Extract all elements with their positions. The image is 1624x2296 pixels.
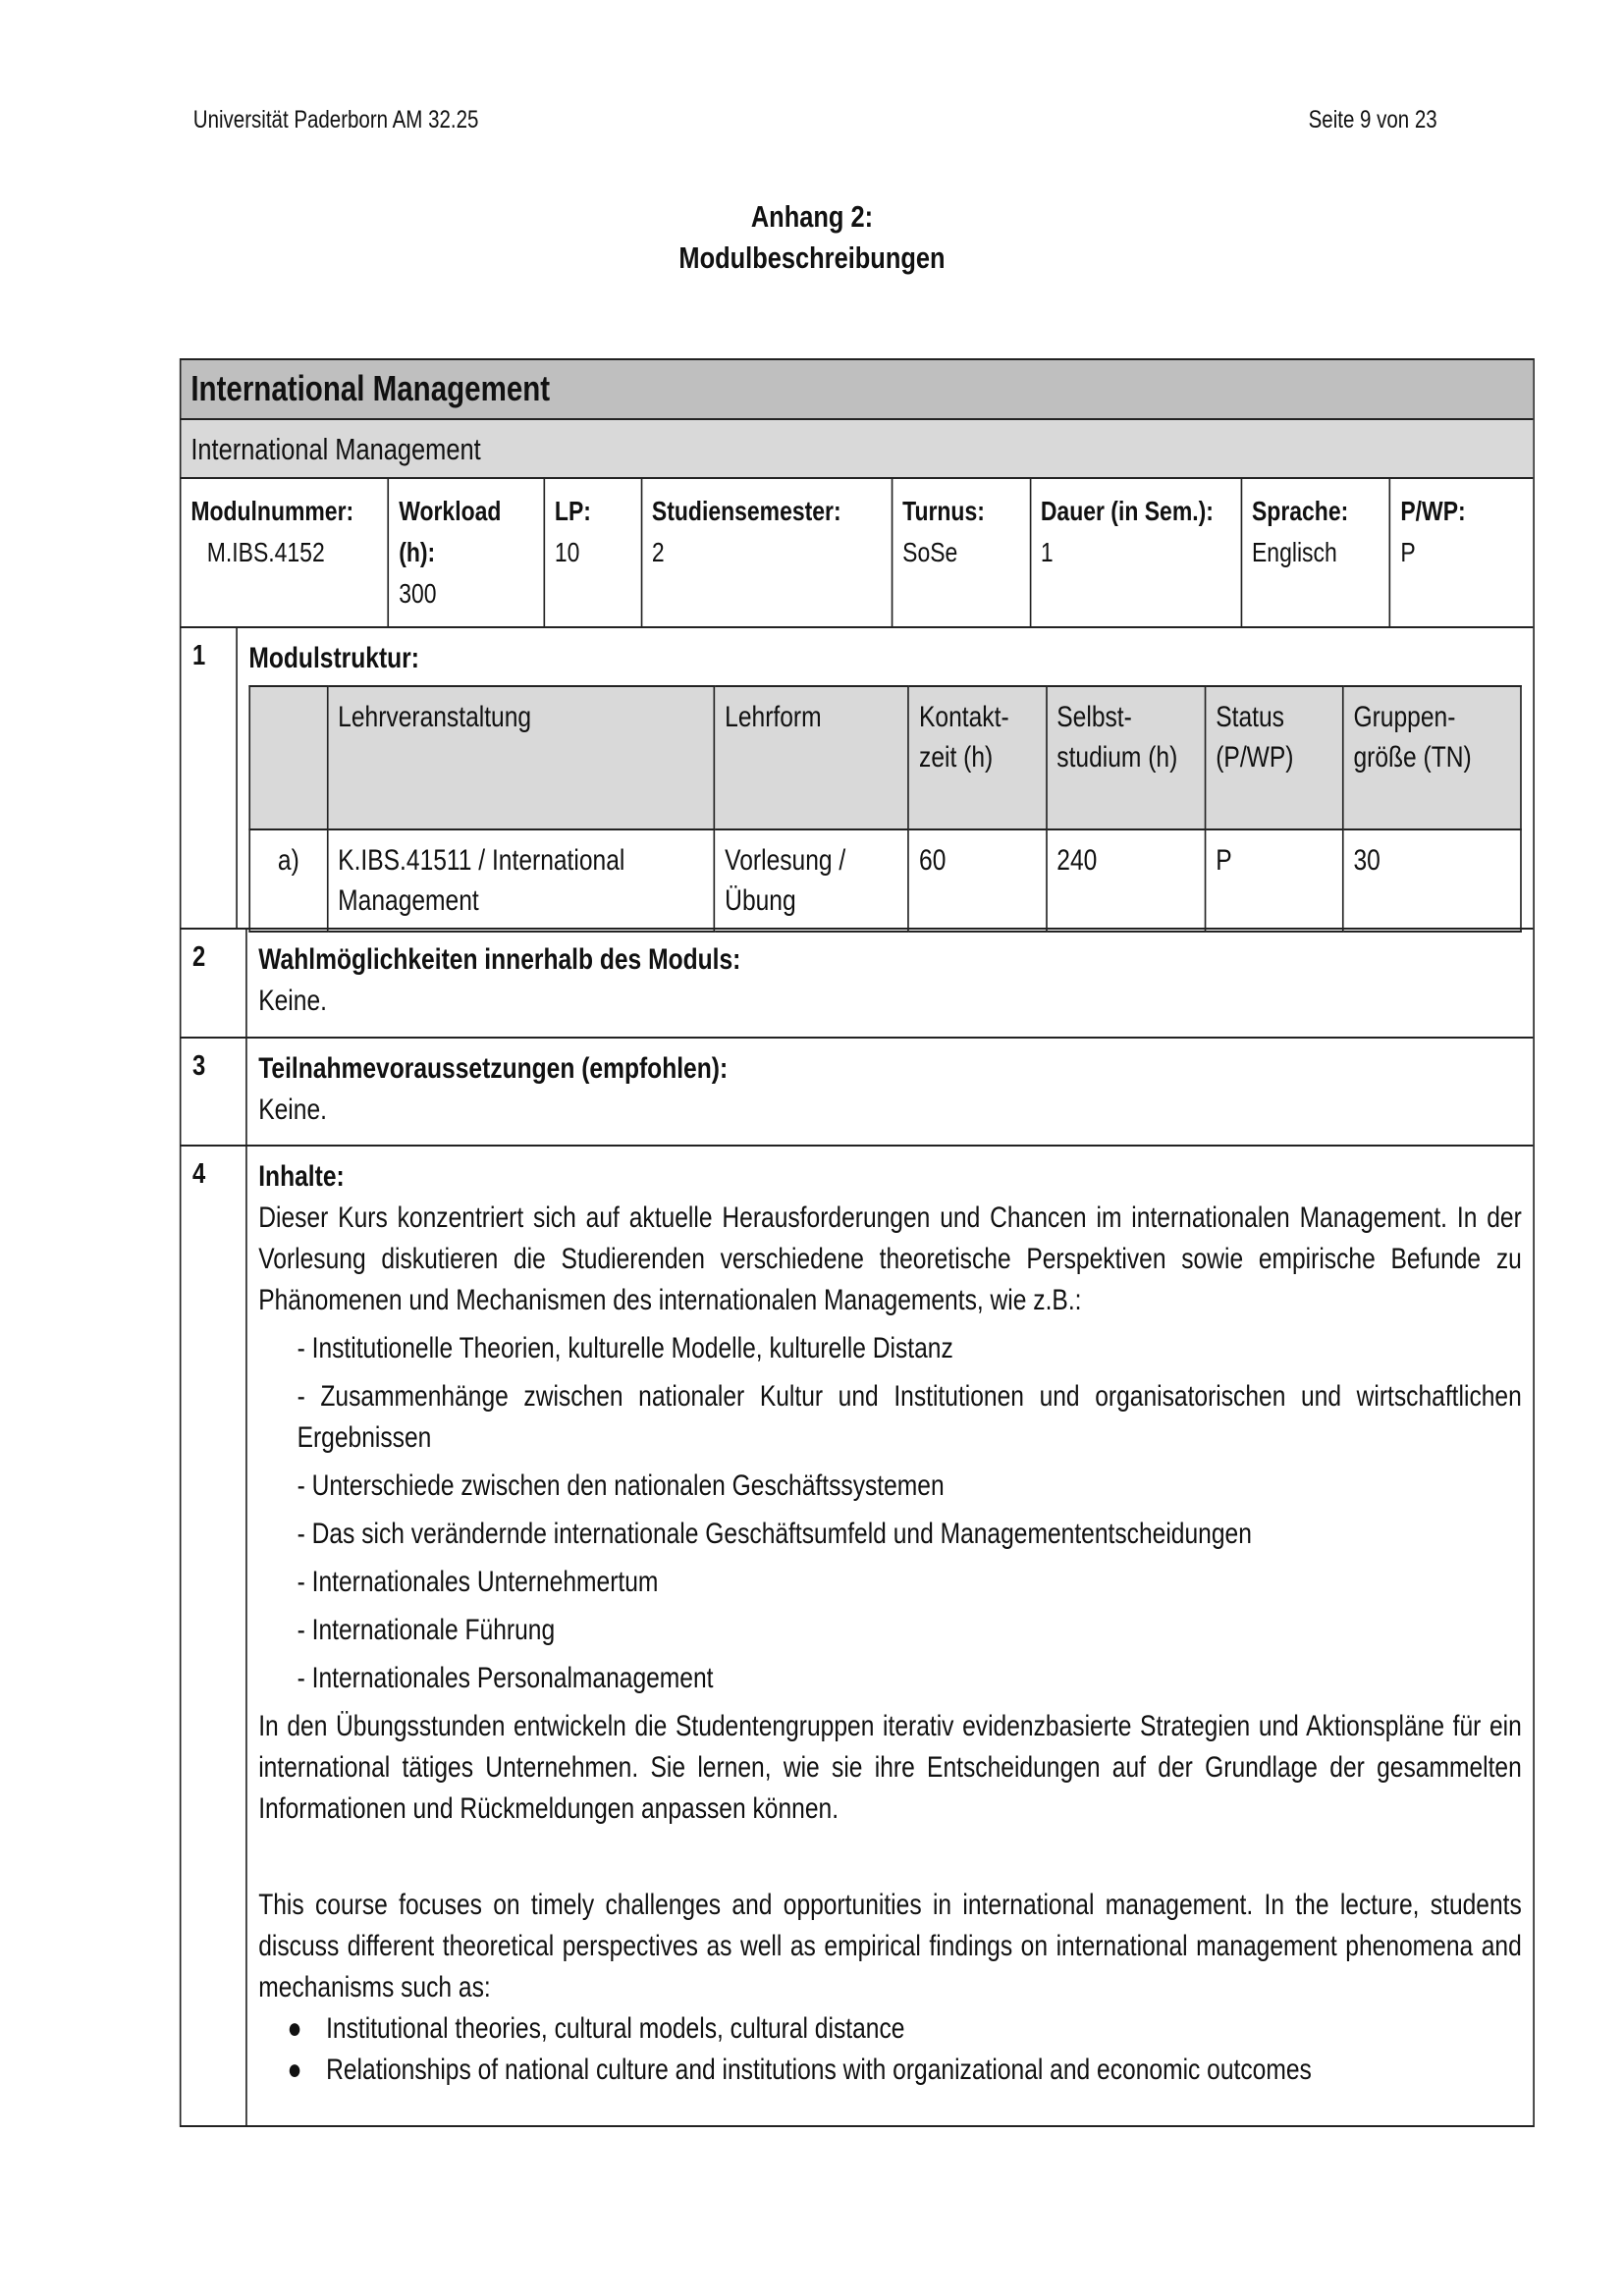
table-cell: 240	[1047, 829, 1206, 932]
list-item: - Internationale Führung	[297, 1614, 556, 1646]
section-heading: Wahlmöglichkeiten innerhalb des Moduls:	[258, 943, 741, 976]
section-4	[182, 1147, 1534, 2125]
module-subtitle: International Management	[182, 420, 1534, 479]
list-item: - Internationales Personalmanagement	[297, 1662, 714, 1694]
col-header	[249, 686, 327, 829]
section-heading: Teilnahmevoraussetzungen (empfohlen):	[258, 1052, 729, 1085]
appendix-title: Anhang 2:	[750, 199, 874, 234]
appendix-subtitle: Modulbeschreibungen	[678, 240, 946, 275]
german-outro: In den Übungsstunden entwickeln die Studentengruppen iterativ evidenzbasierte Strategien und Aktionspläne für ein international tätiges Unternehmen. Sie lernen, wie sie ihre Entscheidungen auf der Grundlage der gesammelten Informationen und Rückmeldungen anpassen können.	[258, 1710, 1522, 1825]
section-heading: Modulstruktur:	[248, 642, 419, 674]
section-1	[182, 628, 1534, 930]
list-item: - Institutionelle Theorien, kulturelle Modelle, kulturelle Distanz	[297, 1332, 953, 1364]
german-intro: Dieser Kurs konzentriert sich auf aktuelle Herausforderungen und Chancen im internationalen Management. In der Vorlesung diskutieren die Studierenden verschiedene theoretische Perspektiven sowie empirische Befunde zu Phänomenen und Mechanismen des internationalen Managements, wie z.B.:	[258, 1201, 1522, 1316]
section-text: Keine.	[258, 1094, 327, 1126]
section-heading: Inhalte:	[258, 1160, 345, 1193]
table-cell: K.IBS.41511 / International Management	[327, 829, 714, 932]
list-item: - Internationales Unternehmertum	[297, 1566, 659, 1598]
list-item: - Zusammenhänge zwischen nationaler Kultur und Institutionen und organisatorischen und wirtschaftlichen Ergebnissen	[297, 1380, 1522, 1454]
list-item: ● Relationships of national culture and institutions with organizational and economic outcomes	[258, 2050, 1522, 2091]
info-sprache: Sprache: Englisch	[1242, 479, 1390, 626]
section-number: 1	[182, 628, 238, 928]
col-header: Selbst-studium (h)	[1047, 686, 1206, 829]
header-page-number: Seite 9 von 23	[1308, 106, 1437, 133]
structure-header-row	[249, 686, 1521, 829]
english-intro: This course focuses on timely challenges and opportunities in international management. In the lecture, students discuss different theoretical perspectives as well as empirical findings on international management phenomena and mechanisms such as:	[258, 1889, 1522, 2003]
info-lp: LP: 10	[545, 479, 642, 626]
table-cell: 60	[908, 829, 1046, 932]
info-pwp: P/WP: P	[1400, 496, 1466, 567]
section-number: 3	[182, 1039, 247, 1145]
table-row	[249, 829, 1521, 932]
list-item: - Das sich verändernde internationale Geschäftsumfeld und Managemententscheidungen	[297, 1518, 1252, 1550]
section-text: Keine.	[258, 985, 327, 1017]
info-turnus: Turnus: SoSe	[893, 479, 1031, 626]
col-header: Gruppen-größe (TN)	[1343, 686, 1521, 829]
structure-table	[248, 685, 1521, 933]
section-2	[182, 930, 1534, 1039]
module-info-row	[182, 479, 1534, 628]
info-dauer: Dauer (in Sem.): 1	[1031, 479, 1242, 626]
section-number: 2	[182, 930, 247, 1037]
list-item: - Unterschiede zwischen den nationalen Geschäftssystemen	[297, 1469, 945, 1502]
table-cell: a)	[249, 829, 327, 932]
col-header: Lehrform	[715, 686, 909, 829]
info-modulnummer: Modulnummer: M.IBS.4152	[182, 479, 390, 626]
module-table	[180, 358, 1535, 2127]
list-item: ● Institutional theories, cultural models, cultural distance	[258, 2008, 1522, 2050]
info-workload: Workload (h): 300	[389, 479, 545, 626]
info-studiensemester: Studiensemester: 2	[642, 479, 893, 626]
bullet-icon: ●	[287, 2012, 302, 2045]
table-cell: Vorlesung / Übung	[715, 829, 909, 932]
header-left: Universität Paderborn AM 32.25	[192, 106, 479, 133]
table-cell: 30	[1343, 829, 1521, 932]
col-header: Kontakt-zeit (h)	[908, 686, 1046, 829]
module-title: International Management	[182, 360, 1534, 420]
bullet-icon: ●	[287, 2054, 302, 2086]
section-3	[182, 1039, 1534, 1147]
col-header: Lehrveranstaltung	[327, 686, 714, 829]
section-number: 4	[182, 1147, 247, 2125]
col-header: Status (P/WP)	[1206, 686, 1343, 829]
table-cell: P	[1206, 829, 1343, 932]
